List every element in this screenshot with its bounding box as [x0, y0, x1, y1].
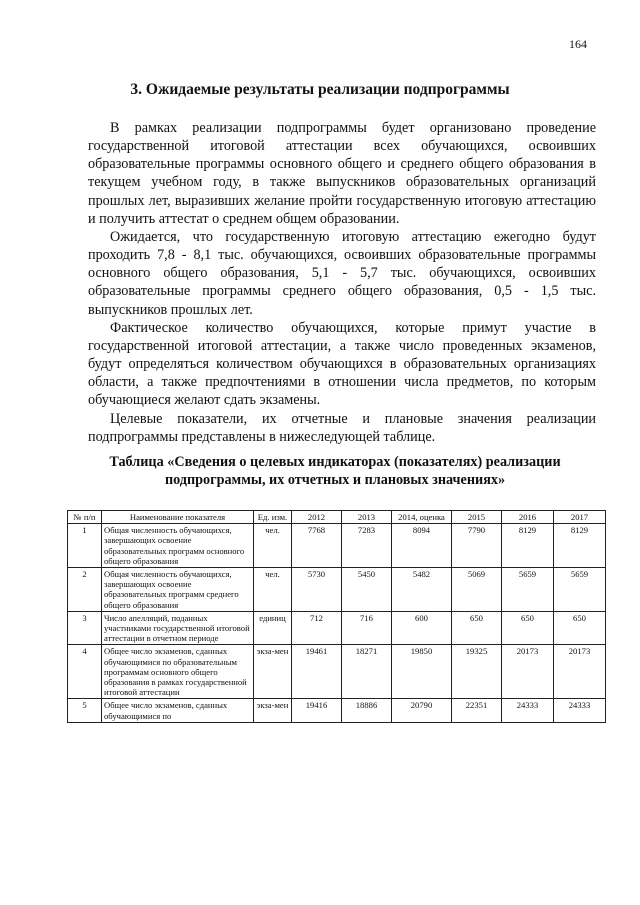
cell-unit: единиц	[254, 611, 292, 645]
cell-value: 20173	[502, 645, 554, 699]
table-row	[68, 645, 606, 699]
cell-value: 7768	[292, 524, 342, 568]
table-row	[68, 568, 606, 612]
table-title: Таблица «Сведения о целевых индикаторах (показателях) реализации подпрограммы, их отчетных и плановых значениях»	[109, 454, 561, 488]
cell-name: Общая численность обучающихся, завершающих освоение образовательных программ среднего общего образования	[102, 568, 254, 612]
cell-value: 24333	[554, 699, 606, 722]
paragraph: В рамках реализации подпрограммы будет организовано проведение государственной итоговой аттестации всех обучающихся, освоивших образовательные программы основного общего и среднего общего образования в текущем учебном году, в также выпускников образовательных организаций прошлых лет, выразивших желание пройти государственную итоговую аттестацию и получить аттестат о среднем общем образовании.	[88, 120, 596, 227]
table-body	[68, 524, 606, 723]
header-cell-2015: 2015	[452, 511, 502, 524]
cell-number: 5	[68, 699, 102, 722]
header-cell-2016: 2016	[502, 511, 554, 524]
cell-value: 650	[502, 611, 554, 645]
cell-value: 20173	[554, 645, 606, 699]
header-cell-2017: 2017	[554, 511, 606, 524]
cell-unit: экза-мен	[254, 645, 292, 699]
cell-value: 7790	[452, 524, 502, 568]
cell-value: 19461	[292, 645, 342, 699]
cell-name: Общее число экзаменов, сданных обучающимися по	[102, 699, 254, 722]
cell-value: 20790	[392, 699, 452, 722]
cell-value: 716	[342, 611, 392, 645]
cell-value: 650	[452, 611, 502, 645]
paragraph: Ожидается, что государственную итоговую аттестацию ежегодно будут проходить 7,8 - 8,1 тыс. обучающихся, освоивших образовательные программы основного общего образования, 5,1 - 5,7 тыс. обучающихся, освоивших образовательные программы среднего общего образования, 0,5 - 1,5 тыс. выпускников прошлых лет.	[88, 228, 596, 318]
header-cell-number: № п/п	[68, 511, 102, 524]
table-header	[68, 511, 606, 524]
table-row	[68, 699, 606, 722]
cell-value: 18886	[342, 699, 392, 722]
cell-name: Общая численность обучающихся, завершающих освоение образовательных программ основного общего образования	[102, 524, 254, 568]
cell-name: Число апелляций, поданных участниками государственной итоговой аттестации в отчетном периоде	[102, 611, 254, 645]
cell-unit: экза-мен	[254, 699, 292, 722]
cell-value: 650	[554, 611, 606, 645]
cell-value: 24333	[502, 699, 554, 722]
cell-value: 8129	[502, 524, 554, 568]
cell-value: 600	[392, 611, 452, 645]
header-cell-2013: 2013	[342, 511, 392, 524]
header-cell-2012: 2012	[292, 511, 342, 524]
body-text	[88, 119, 596, 446]
cell-value: 5069	[452, 568, 502, 612]
table-row	[68, 611, 606, 645]
cell-value: 7283	[342, 524, 392, 568]
cell-value: 5450	[342, 568, 392, 612]
cell-number: 1	[68, 524, 102, 568]
cell-value: 5482	[392, 568, 452, 612]
header-cell-name: Наименование показателя	[102, 511, 254, 524]
cell-value: 712	[292, 611, 342, 645]
cell-number: 2	[68, 568, 102, 612]
cell-value: 19416	[292, 699, 342, 722]
indicators-table-container	[67, 510, 606, 723]
paragraph: Фактическое количество обучающихся, которые примут участие в государственной итоговой аттестации, а также число проведенных экзаменов, будут определяться количеством обучающихся в образовательных организациях области, а также предпочтениями в отношении числа предметов, по которым обучающиеся желают сдать экзамены.	[88, 319, 596, 409]
paragraph: Целевые показатели, их отчетные и плановые значения реализации подпрограммы представлены в нижеследующей таблице.	[88, 410, 596, 445]
cell-value: 8094	[392, 524, 452, 568]
cell-value: 19850	[392, 645, 452, 699]
cell-value: 8129	[554, 524, 606, 568]
cell-value: 18271	[342, 645, 392, 699]
cell-unit: чел.	[254, 524, 292, 568]
page-number: 164	[569, 37, 587, 51]
cell-value: 5659	[554, 568, 606, 612]
cell-value: 19325	[452, 645, 502, 699]
cell-value: 5730	[292, 568, 342, 612]
cell-unit: чел.	[254, 568, 292, 612]
cell-value: 22351	[452, 699, 502, 722]
cell-value: 5659	[502, 568, 554, 612]
header-row	[68, 511, 606, 524]
cell-number: 3	[68, 611, 102, 645]
table-row	[68, 524, 606, 568]
cell-name: Общее число экзаменов, сданных обучающимися по образовательным программам основного общего образования в рамках государственной итоговой аттестации	[102, 645, 254, 699]
cell-number: 4	[68, 645, 102, 699]
header-cell-2014: 2014, оценка	[392, 511, 452, 524]
section-title: 3. Ожидаемые результаты реализации подпрограммы	[130, 81, 510, 98]
header-cell-unit: Ед. изм.	[254, 511, 292, 524]
indicators-table	[67, 510, 606, 723]
